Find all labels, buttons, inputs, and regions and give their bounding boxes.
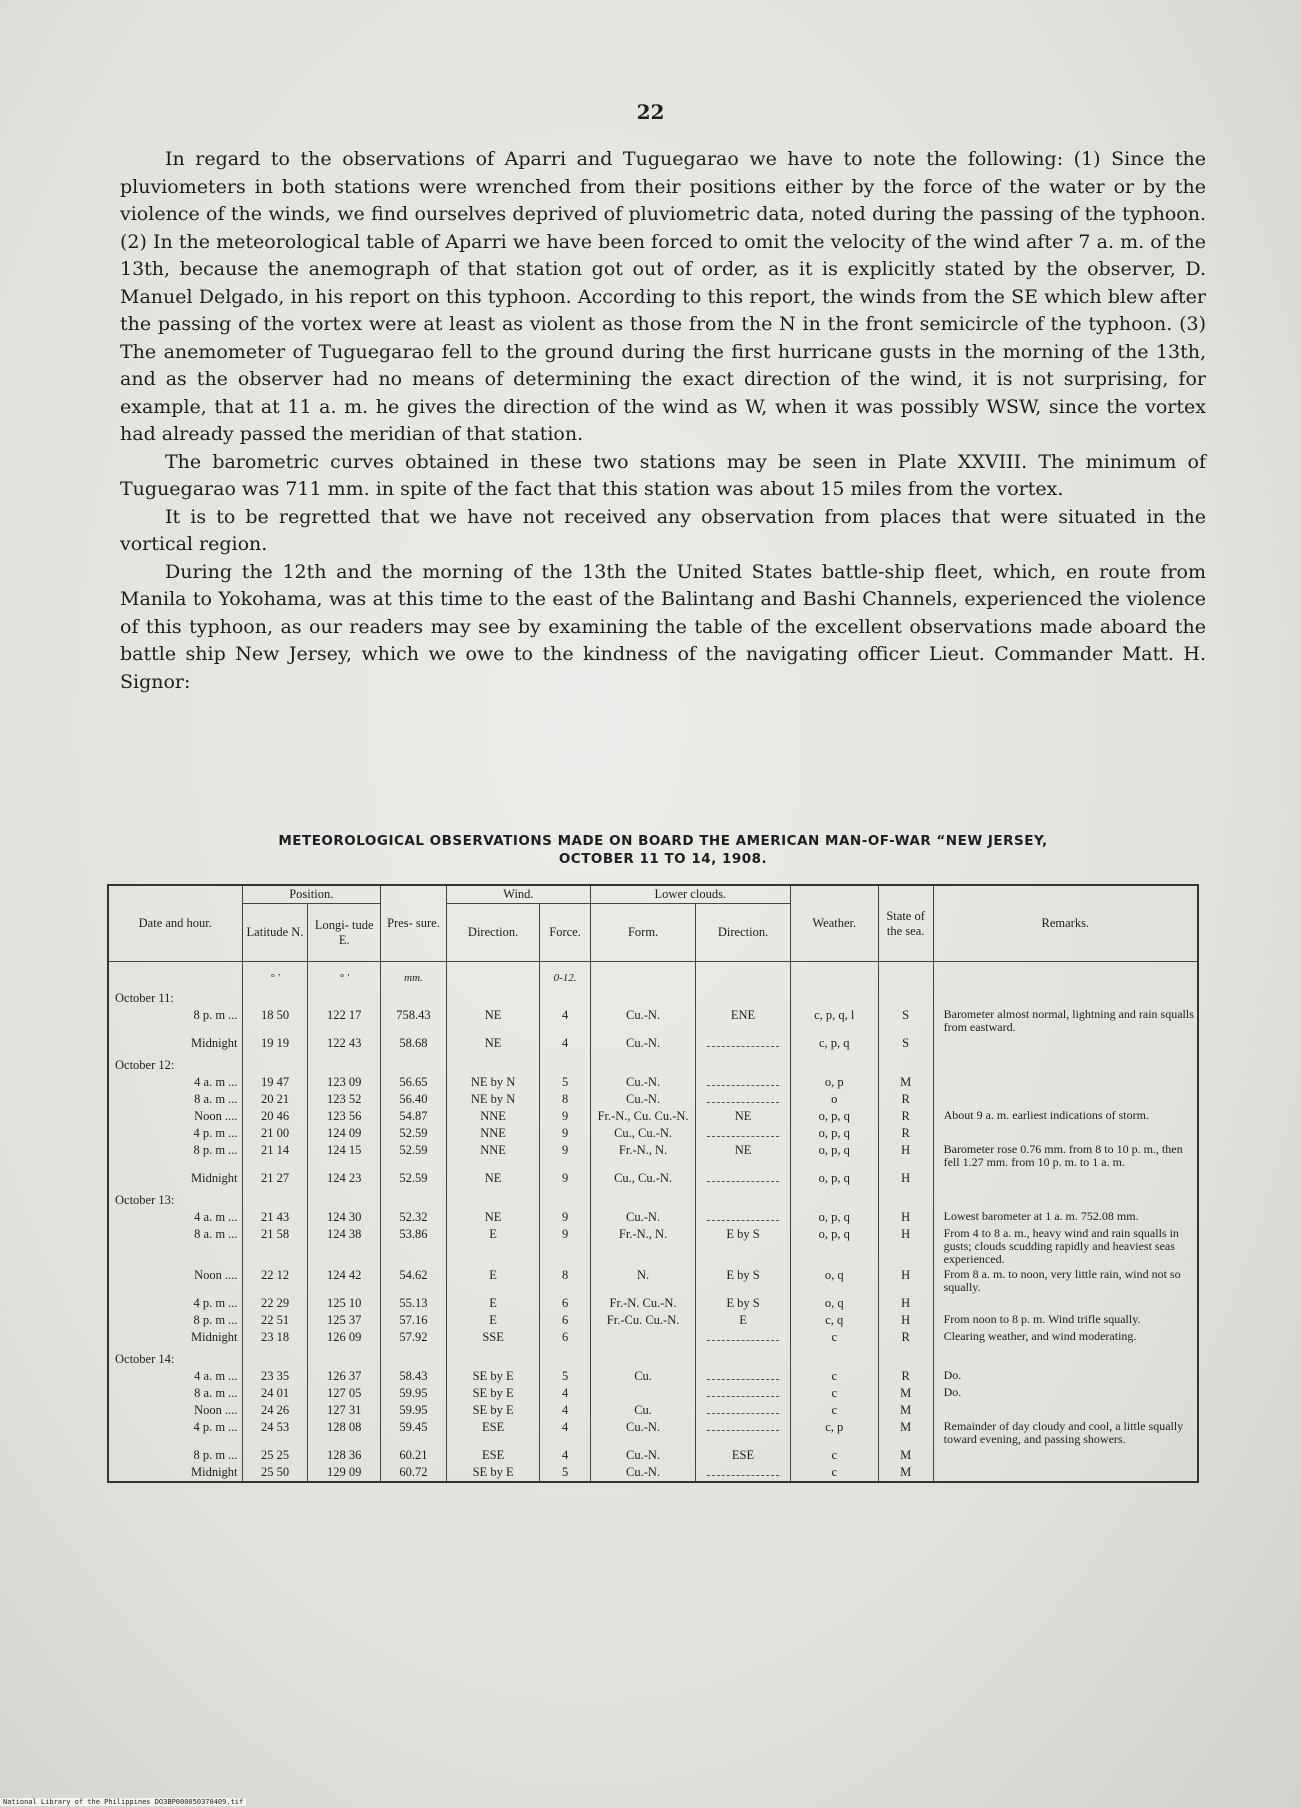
row-weather: o, q	[790, 1267, 878, 1295]
row-weather: c	[790, 1402, 878, 1419]
row-sea: M	[878, 1447, 933, 1464]
row-wind-force: 8	[540, 1091, 591, 1108]
table-body	[108, 962, 1198, 1483]
row-weather: c	[790, 1329, 878, 1346]
row-latitude: 19 19	[242, 1035, 308, 1052]
row-cloud-form	[590, 1385, 695, 1402]
row-longitude: 123 09	[308, 1074, 381, 1091]
dash-placeholder	[707, 1370, 779, 1380]
row-weather: c	[790, 1368, 878, 1385]
row-pressure: 60.21	[380, 1447, 446, 1464]
row-sea: H	[878, 1170, 933, 1187]
row-cloud-form: Cu.-N.	[590, 1464, 695, 1482]
row-sea: M	[878, 1464, 933, 1482]
header-weather: Weather.	[790, 885, 878, 962]
row-cloud-direction	[696, 1368, 790, 1385]
row-wind-force: 4	[540, 1385, 591, 1402]
row-latitude: 22 51	[242, 1312, 308, 1329]
row-cloud-form: Cu.-N.	[590, 1007, 695, 1035]
row-longitude: 129 09	[308, 1464, 381, 1482]
row-date: Midnight	[108, 1329, 242, 1346]
table-row	[108, 1035, 1198, 1052]
header-latitude: Latitude N.	[242, 904, 308, 962]
row-longitude: 123 52	[308, 1091, 381, 1108]
row-sea: M	[878, 1385, 933, 1402]
row-sea: R	[878, 1368, 933, 1385]
header-date: Date and hour.	[108, 885, 242, 962]
row-date: 4 p. m ...	[108, 1125, 242, 1142]
row-wind-force: 6	[540, 1329, 591, 1346]
row-longitude: 124 30	[308, 1209, 381, 1226]
row-wind-direction: SE by E	[446, 1402, 539, 1419]
row-longitude: 124 09	[308, 1125, 381, 1142]
row-pressure: 52.59	[380, 1142, 446, 1170]
row-latitude: 18 50	[242, 1007, 308, 1035]
row-pressure: 60.72	[380, 1464, 446, 1482]
row-wind-direction: E	[446, 1295, 539, 1312]
header-longitude: Longi- tude E.	[308, 904, 381, 962]
row-latitude: 23 35	[242, 1368, 308, 1385]
row-remarks: From noon to 8 p. m. Wind trifle squally.	[933, 1312, 1198, 1329]
row-pressure: 57.92	[380, 1329, 446, 1346]
row-remarks: Barometer rose 0.76 mm. from 8 to 10 p. m., then fell 1.27 mm. from 10 p. m. to 1 a. m.	[933, 1142, 1198, 1170]
page-number: 22	[636, 100, 665, 124]
row-cloud-form: Cu., Cu.-N.	[590, 1170, 695, 1187]
row-cloud-direction: E by S	[696, 1295, 790, 1312]
dash-placeholder	[707, 1331, 779, 1341]
observations-table	[107, 884, 1199, 1483]
dash-placeholder	[707, 1127, 779, 1137]
row-cloud-form: Cu.-N.	[590, 1419, 695, 1447]
row-wind-direction: SSE	[446, 1329, 539, 1346]
units-row	[108, 962, 1198, 986]
row-wind-direction: SE by E	[446, 1385, 539, 1402]
row-wind-direction: NNE	[446, 1108, 539, 1125]
row-wind-force: 4	[540, 1447, 591, 1464]
table-group-row	[108, 1052, 1198, 1074]
row-pressure: 758.43	[380, 1007, 446, 1035]
row-longitude: 125 37	[308, 1312, 381, 1329]
row-latitude: 19 47	[242, 1074, 308, 1091]
header-cloud-form: Form.	[590, 904, 695, 962]
row-cloud-direction	[696, 1385, 790, 1402]
row-pressure: 55.13	[380, 1295, 446, 1312]
row-longitude: 122 17	[308, 1007, 381, 1035]
row-cloud-form: Cu., Cu.-N.	[590, 1125, 695, 1142]
row-remarks	[933, 1091, 1198, 1108]
dash-placeholder	[707, 1172, 779, 1182]
row-date: Noon ....	[108, 1402, 242, 1419]
table-row	[108, 1125, 1198, 1142]
row-wind-force: 9	[540, 1108, 591, 1125]
scan-footer: National Library of the Philippines DO3BP000050370409.tif	[0, 1798, 246, 1806]
row-date: 8 a. m ...	[108, 1226, 242, 1267]
row-cloud-direction	[696, 1125, 790, 1142]
row-cloud-direction: E by S	[696, 1226, 790, 1267]
row-longitude: 124 23	[308, 1170, 381, 1187]
unit-latitude: ° ′	[242, 962, 308, 986]
row-cloud-form	[590, 1329, 695, 1346]
row-wind-force: 4	[540, 1035, 591, 1052]
row-remarks: Remainder of day cloudy and cool, a little squally toward evening, and passing showers.	[933, 1419, 1198, 1447]
row-weather: o, p, q	[790, 1209, 878, 1226]
row-cloud-direction: E by S	[696, 1267, 790, 1295]
row-pressure: 52.32	[380, 1209, 446, 1226]
row-cloud-direction	[696, 1170, 790, 1187]
header-position: Position.	[242, 885, 380, 904]
unit-longitude: ° ′	[308, 962, 381, 986]
row-latitude: 21 43	[242, 1209, 308, 1226]
row-weather: c	[790, 1385, 878, 1402]
row-latitude: 21 00	[242, 1125, 308, 1142]
row-wind-force: 5	[540, 1074, 591, 1091]
row-cloud-direction	[696, 1035, 790, 1052]
row-wind-direction: NE	[446, 1007, 539, 1035]
row-date: 4 p. m ...	[108, 1419, 242, 1447]
row-sea: H	[878, 1267, 933, 1295]
row-remarks: About 9 a. m. earliest indications of storm.	[933, 1108, 1198, 1125]
row-longitude: 124 15	[308, 1142, 381, 1170]
row-cloud-direction	[696, 1329, 790, 1346]
row-wind-direction: E	[446, 1312, 539, 1329]
row-latitude: 22 12	[242, 1267, 308, 1295]
table-group-row	[108, 1346, 1198, 1368]
row-date: 8 p. m ...	[108, 1007, 242, 1035]
row-remarks	[933, 1074, 1198, 1091]
row-date: 8 p. m ...	[108, 1312, 242, 1329]
row-wind-direction: SE by E	[446, 1464, 539, 1482]
row-sea: H	[878, 1142, 933, 1170]
header-wind-direction: Direction.	[446, 904, 539, 962]
group-label: October 13:	[108, 1187, 242, 1209]
row-date: Midnight	[108, 1170, 242, 1187]
body-text	[120, 146, 1206, 696]
row-pressure: 58.43	[380, 1368, 446, 1385]
table-caption	[120, 832, 1206, 868]
row-wind-direction: SE by E	[446, 1368, 539, 1385]
row-cloud-direction	[696, 1209, 790, 1226]
row-sea: H	[878, 1209, 933, 1226]
table-row	[108, 1295, 1198, 1312]
row-cloud-form: Fr.-N., N.	[590, 1226, 695, 1267]
row-wind-force: 9	[540, 1226, 591, 1267]
row-longitude: 124 38	[308, 1226, 381, 1267]
row-wind-direction: NE	[446, 1170, 539, 1187]
paragraph: During the 12th and the morning of the 13th the United States battle-ship fleet, which, en route from Manila to Yokohama, was at this time to the east of the Balintang and Bashi Channels, experienced the violence of this typhoon, as our readers may see by examining the table of the excellent observations made aboard the battle ship New Jersey, which we owe to the kindness of the navigating officer Lieut. Commander Matt. H. Signor:	[120, 560, 1206, 693]
row-cloud-form: Cu.	[590, 1402, 695, 1419]
table-row	[108, 1402, 1198, 1419]
row-sea: M	[878, 1419, 933, 1447]
row-weather: c, p, q	[790, 1035, 878, 1052]
dash-placeholder	[707, 1076, 779, 1086]
row-latitude: 20 46	[242, 1108, 308, 1125]
row-weather: c, p	[790, 1419, 878, 1447]
row-sea: R	[878, 1108, 933, 1125]
row-longitude: 126 09	[308, 1329, 381, 1346]
row-cloud-form: Fr.-Cu. Cu.-N.	[590, 1312, 695, 1329]
row-pressure: 54.87	[380, 1108, 446, 1125]
row-date: 4 p. m ...	[108, 1295, 242, 1312]
row-remarks: From 8 a. m. to noon, very little rain, wind not so squally.	[933, 1267, 1198, 1295]
table-group-row	[108, 1187, 1198, 1209]
row-weather: o, p, q	[790, 1226, 878, 1267]
row-sea: H	[878, 1295, 933, 1312]
table-row	[108, 1142, 1198, 1170]
row-latitude: 21 14	[242, 1142, 308, 1170]
row-wind-force: 6	[540, 1295, 591, 1312]
row-wind-direction: NNE	[446, 1125, 539, 1142]
row-date: 8 a. m ...	[108, 1385, 242, 1402]
header-pressure: Pres- sure.	[380, 885, 446, 962]
group-label: October 14:	[108, 1346, 242, 1368]
group-label: October 11:	[108, 985, 242, 1007]
row-wind-direction: NNE	[446, 1142, 539, 1170]
header-lower-clouds: Lower clouds.	[590, 885, 790, 904]
row-date: Midnight	[108, 1035, 242, 1052]
row-wind-force: 4	[540, 1007, 591, 1035]
table-row	[108, 1464, 1198, 1482]
caption-line: METEOROLOGICAL OBSERVATIONS MADE ON BOARD THE AMERICAN MAN-OF-WAR “NEW JERSEY,	[278, 833, 1048, 849]
row-sea: R	[878, 1329, 933, 1346]
row-cloud-direction	[696, 1402, 790, 1419]
row-latitude: 20 21	[242, 1091, 308, 1108]
row-remarks: From 4 to 8 a. m., heavy wind and rain squalls in gusts; clouds scudding rapidly and heaviest seas experienced.	[933, 1226, 1198, 1267]
row-weather: c, q	[790, 1312, 878, 1329]
row-date: 8 p. m ...	[108, 1447, 242, 1464]
row-remarks	[933, 1125, 1198, 1142]
row-cloud-form: Cu.-N.	[590, 1035, 695, 1052]
table-row	[108, 1007, 1198, 1035]
row-remarks	[933, 1295, 1198, 1312]
dash-placeholder	[707, 1093, 779, 1103]
row-cloud-direction	[696, 1074, 790, 1091]
row-remarks	[933, 1447, 1198, 1464]
row-latitude: 22 29	[242, 1295, 308, 1312]
table-group-row	[108, 985, 1198, 1007]
table-row	[108, 1329, 1198, 1346]
row-sea: S	[878, 1035, 933, 1052]
dash-placeholder	[707, 1404, 779, 1414]
table-row	[108, 1091, 1198, 1108]
row-latitude: 21 27	[242, 1170, 308, 1187]
row-latitude: 24 01	[242, 1385, 308, 1402]
row-sea: R	[878, 1091, 933, 1108]
row-cloud-form: Cu.-N.	[590, 1074, 695, 1091]
row-wind-force: 5	[540, 1368, 591, 1385]
row-cloud-direction	[696, 1419, 790, 1447]
row-pressure: 58.68	[380, 1035, 446, 1052]
row-cloud-form: Cu.-N.	[590, 1091, 695, 1108]
row-cloud-direction: NE	[696, 1108, 790, 1125]
row-wind-force: 5	[540, 1464, 591, 1482]
paragraph: In regard to the observations of Aparri and Tuguegarao we have to note the following: (1) Since the pluviometers in both stations were wrenched from their positions either by the force of the water or by the violence of the winds, we find ourselves deprived of pluviometric data, noted during the passing of the typhoon. (2) In the meteorological table of Aparri we have been forced to omit the velocity of the wind after 7 a. m. of the 13th, because the anemograph of that station got out of order, as it is explicitly stated by the observer, D. Manuel Delgado, in his report on this typhoon. According to this report, the winds from the SE which blew after the passing of the vortex were at least as violent as those from the N in the front semicircle of the typhoon. (3) The anemometer of Tuguegarao fell to the ground during the first hurricane gusts in the morning of the 13th, and as the observer had no means of determining the exact direction of the wind, it is not surprising, for example, that at 11 a. m. he gives the direction of the wind as W, when it was possibly WSW, since the vortex had already passed the meridian of that station.	[120, 148, 1206, 445]
row-pressure: 53.86	[380, 1226, 446, 1267]
row-cloud-direction	[696, 1091, 790, 1108]
dash-placeholder	[707, 1387, 779, 1397]
row-remarks	[933, 1170, 1198, 1187]
row-weather: o, p, q	[790, 1170, 878, 1187]
row-latitude: 24 26	[242, 1402, 308, 1419]
row-weather: o, q	[790, 1295, 878, 1312]
row-longitude: 128 36	[308, 1447, 381, 1464]
row-wind-force: 9	[540, 1125, 591, 1142]
row-date: 4 a. m ...	[108, 1209, 242, 1226]
row-date: 8 p. m ...	[108, 1142, 242, 1170]
row-weather: o, p	[790, 1074, 878, 1091]
row-pressure: 57.16	[380, 1312, 446, 1329]
row-latitude: 25 50	[242, 1464, 308, 1482]
row-cloud-direction: ESE	[696, 1447, 790, 1464]
row-weather: c	[790, 1447, 878, 1464]
row-wind-direction: NE by N	[446, 1091, 539, 1108]
row-wind-direction: E	[446, 1226, 539, 1267]
row-remarks: Clearing weather, and wind moderating.	[933, 1329, 1198, 1346]
row-pressure: 59.45	[380, 1419, 446, 1447]
row-remarks: Do.	[933, 1368, 1198, 1385]
row-wind-direction: ESE	[446, 1447, 539, 1464]
row-wind-force: 6	[540, 1312, 591, 1329]
row-wind-force: 9	[540, 1142, 591, 1170]
paragraph: It is to be regretted that we have not received any observation from places that were situated in the vortical region.	[120, 505, 1206, 555]
table-row	[108, 1368, 1198, 1385]
row-weather: c	[790, 1464, 878, 1482]
row-longitude: 128 08	[308, 1419, 381, 1447]
group-label: October 12:	[108, 1052, 242, 1074]
row-remarks	[933, 1035, 1198, 1052]
row-longitude: 123 56	[308, 1108, 381, 1125]
row-latitude: 25 25	[242, 1447, 308, 1464]
unit-pressure: mm.	[380, 962, 446, 986]
table-row	[108, 1419, 1198, 1447]
row-pressure: 52.59	[380, 1170, 446, 1187]
row-latitude: 21 58	[242, 1226, 308, 1267]
row-cloud-form: Fr.-N., N.	[590, 1142, 695, 1170]
table-row	[108, 1385, 1198, 1402]
row-remarks: Barometer almost normal, lightning and rain squalls from eastward.	[933, 1007, 1198, 1035]
table-row	[108, 1074, 1198, 1091]
row-date: Noon ....	[108, 1267, 242, 1295]
row-longitude: 122 43	[308, 1035, 381, 1052]
table-row	[108, 1209, 1198, 1226]
row-date: Noon ....	[108, 1108, 242, 1125]
row-pressure: 52.59	[380, 1125, 446, 1142]
row-longitude: 124 42	[308, 1267, 381, 1295]
row-wind-force: 9	[540, 1170, 591, 1187]
dash-placeholder	[707, 1421, 779, 1431]
row-cloud-direction	[696, 1464, 790, 1482]
row-cloud-form: Fr.-N. Cu.-N.	[590, 1295, 695, 1312]
row-cloud-direction: NE	[696, 1142, 790, 1170]
row-pressure: 56.65	[380, 1074, 446, 1091]
row-wind-force: 4	[540, 1419, 591, 1447]
table-row	[108, 1108, 1198, 1125]
row-wind-force: 9	[540, 1209, 591, 1226]
row-longitude: 127 31	[308, 1402, 381, 1419]
row-sea: M	[878, 1074, 933, 1091]
table-row	[108, 1312, 1198, 1329]
unit-force: 0-12.	[540, 962, 591, 986]
row-pressure: 56.40	[380, 1091, 446, 1108]
row-sea: H	[878, 1226, 933, 1267]
header-wind-force: Force.	[540, 904, 591, 962]
row-weather: o, p, q	[790, 1142, 878, 1170]
dash-placeholder	[707, 1466, 779, 1476]
row-latitude: 24 53	[242, 1419, 308, 1447]
table-row	[108, 1226, 1198, 1267]
header-wind: Wind.	[446, 885, 590, 904]
row-pressure: 59.95	[380, 1385, 446, 1402]
row-remarks	[933, 1402, 1198, 1419]
row-wind-direction: NE by N	[446, 1074, 539, 1091]
table-row	[108, 1267, 1198, 1295]
row-remarks	[933, 1464, 1198, 1482]
row-weather: o	[790, 1091, 878, 1108]
row-wind-direction: NE	[446, 1209, 539, 1226]
row-weather: o, p, q	[790, 1125, 878, 1142]
row-longitude: 127 05	[308, 1385, 381, 1402]
caption-line: OCTOBER 11 TO 14, 1908.	[558, 851, 768, 867]
row-date: 4 a. m ...	[108, 1074, 242, 1091]
row-cloud-form: Cu.-N.	[590, 1447, 695, 1464]
row-sea: R	[878, 1125, 933, 1142]
row-cloud-form: Cu.	[590, 1368, 695, 1385]
dash-placeholder	[707, 1037, 779, 1047]
row-cloud-form: Cu.-N.	[590, 1209, 695, 1226]
row-date: 4 a. m ...	[108, 1368, 242, 1385]
row-date: 8 a. m ...	[108, 1091, 242, 1108]
row-longitude: 126 37	[308, 1368, 381, 1385]
row-pressure: 59.95	[380, 1402, 446, 1419]
row-weather: o, p, q	[790, 1108, 878, 1125]
row-cloud-direction: E	[696, 1312, 790, 1329]
row-wind-force: 8	[540, 1267, 591, 1295]
row-pressure: 54.62	[380, 1267, 446, 1295]
header-cloud-direction: Direction.	[696, 904, 790, 962]
row-cloud-form: N.	[590, 1267, 695, 1295]
row-latitude: 23 18	[242, 1329, 308, 1346]
row-cloud-direction: ENE	[696, 1007, 790, 1035]
dash-placeholder	[707, 1211, 779, 1221]
header-remarks: Remarks.	[933, 885, 1198, 962]
row-sea: M	[878, 1402, 933, 1419]
row-sea: H	[878, 1312, 933, 1329]
header-sea: State of the sea.	[878, 885, 933, 962]
table-row	[108, 1447, 1198, 1464]
row-date: Midnight	[108, 1464, 242, 1482]
row-cloud-form: Fr.-N., Cu. Cu.-N.	[590, 1108, 695, 1125]
row-wind-force: 4	[540, 1402, 591, 1419]
paragraph: The barometric curves obtained in these two stations may be seen in Plate XXVIII. The minimum of Tuguegarao was 711 mm. in spite of the fact that this station was about 15 miles from the vortex.	[120, 450, 1206, 500]
row-remarks: Lowest barometer at 1 a. m. 752.08 mm.	[933, 1209, 1198, 1226]
row-wind-direction: E	[446, 1267, 539, 1295]
row-sea: S	[878, 1007, 933, 1035]
row-remarks: Do.	[933, 1385, 1198, 1402]
table-row	[108, 1170, 1198, 1187]
row-wind-direction: NE	[446, 1035, 539, 1052]
row-wind-direction: ESE	[446, 1419, 539, 1447]
row-longitude: 125 10	[308, 1295, 381, 1312]
row-weather: c, p, q, l	[790, 1007, 878, 1035]
